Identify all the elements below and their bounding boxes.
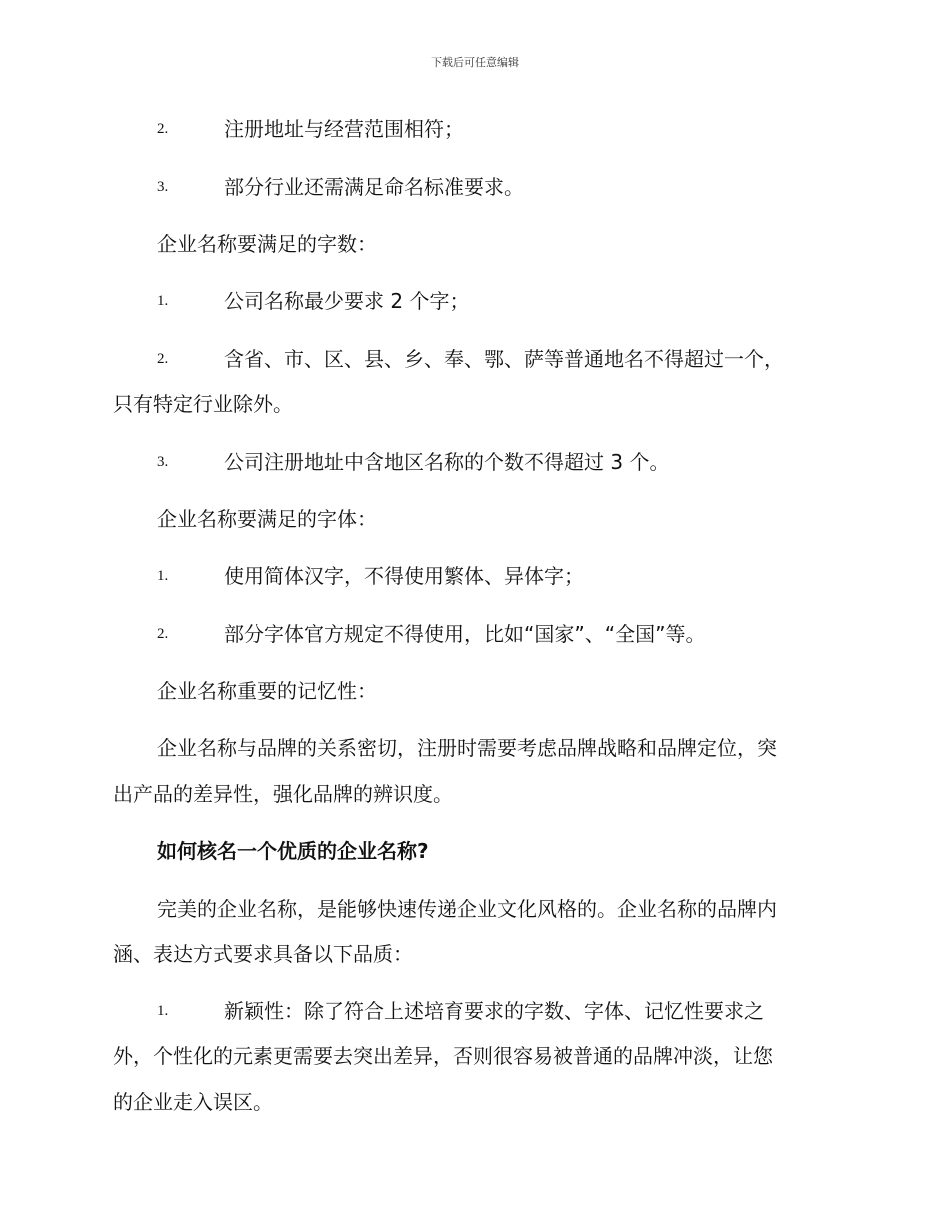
list-item-text: 使用简体汉字，不得使用繁体、异体字；: [224, 564, 584, 588]
list-item-text: 部分字体官方规定不得使用，比如“国家”、“全国”等。: [224, 622, 706, 646]
list-number: 3.: [157, 454, 169, 470]
list-number: 2.: [157, 626, 169, 642]
list-number: 1.: [157, 293, 169, 309]
list-item-text: 含省、市、区、县、乡、奉、鄂、萨等普通地名不得超过一个，: [224, 347, 784, 371]
page-header: 下载后可任意编辑: [431, 56, 519, 69]
list-item-text: 公司注册地址中含地区名称的个数不得超过 3 个。: [224, 450, 670, 474]
list-number: 2.: [157, 121, 169, 137]
list-item-continuation: 只有特定行业除外。: [113, 392, 293, 416]
list-number: 3.: [157, 179, 169, 195]
list-item-text: 注册地址与经营范围相符；: [224, 117, 464, 141]
list-item-text: 新颖性：除了符合上述培育要求的字数、字体、记忆性要求之: [224, 999, 764, 1023]
list-item-text: 部分行业还需满足命名标准要求。: [224, 175, 524, 199]
list-number: 1.: [157, 568, 169, 584]
list-item-continuation: 外，个性化的元素更需要去突出差异，否则很容易被普通的品牌冲淡，让您: [113, 1044, 773, 1068]
list-number: 2.: [157, 351, 169, 367]
section-heading: 企业名称要满足的字数：: [157, 232, 377, 256]
list-item-text: 公司名称最少要求 2 个字；: [224, 289, 470, 313]
list-item-continuation: 的企业走入误区。: [113, 1090, 273, 1114]
section-heading: 企业名称要满足的字体：: [157, 507, 377, 531]
paragraph-line: 完美的企业名称，是能够快速传递企业文化风格的。企业名称的品牌内: [157, 897, 777, 921]
paragraph-line: 企业名称与品牌的关系密切，注册时需要考虑品牌战略和品牌定位，突: [157, 736, 777, 760]
bold-heading: 如何核名一个优质的企业名称?: [157, 839, 429, 863]
section-heading: 企业名称重要的记忆性：: [157, 679, 377, 703]
paragraph-line: 出产品的差异性，强化品牌的辨识度。: [113, 782, 453, 806]
paragraph-line: 涵、表达方式要求具备以下品质：: [113, 942, 413, 966]
list-number: 1.: [157, 1003, 169, 1019]
